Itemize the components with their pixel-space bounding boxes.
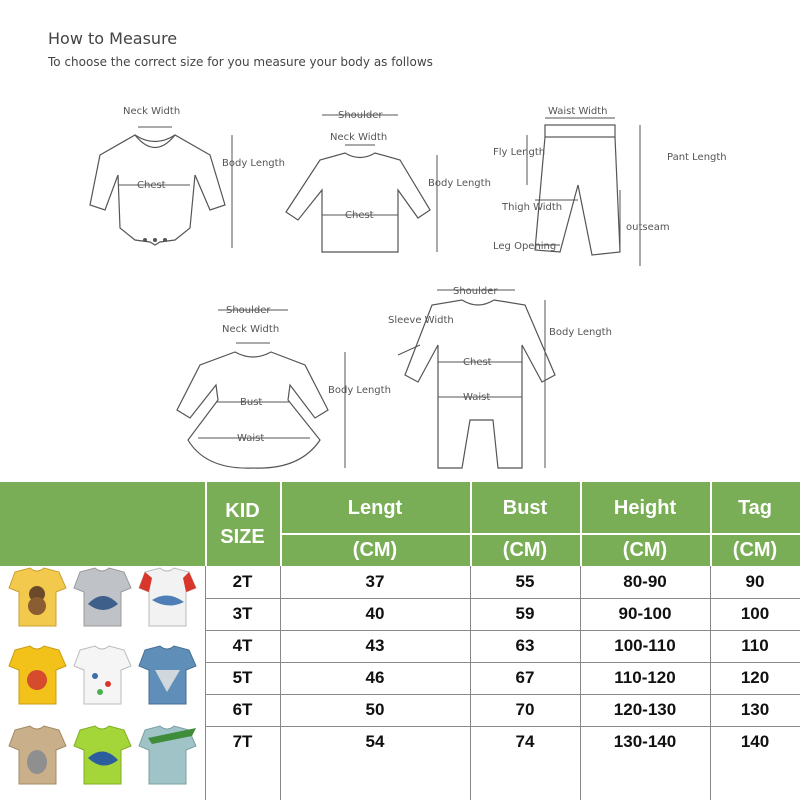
header-height: Height xyxy=(580,482,710,534)
cell-length: 54 xyxy=(365,732,385,751)
pants-leg-label: Leg Opening xyxy=(493,241,557,252)
cell-size: 3T xyxy=(232,604,253,623)
cell-tag: 120 xyxy=(740,668,770,687)
unit-tag: (CM) xyxy=(710,534,800,566)
cell-tag: 100 xyxy=(740,604,770,623)
shirt-neck-label: Neck Width xyxy=(330,132,388,143)
cell-tag: 90 xyxy=(745,572,765,591)
shark-shirt-icon xyxy=(74,568,131,626)
grid-line xyxy=(580,482,582,566)
dress-bust-label: Bust xyxy=(240,397,263,408)
shirt-diagram xyxy=(286,110,491,252)
dress-neck-label: Neck Width xyxy=(222,324,280,335)
romper-diagram xyxy=(388,286,612,468)
romper-chest-label: Chest xyxy=(463,357,492,368)
cell-bust: 55 xyxy=(515,572,535,591)
cell-tag: 140 xyxy=(740,732,770,751)
bodysuit-neck-label: Neck Width xyxy=(123,106,181,117)
grid-line xyxy=(470,482,472,566)
cell-tag: 110 xyxy=(741,636,769,655)
pants-waist-label: Waist Width xyxy=(548,106,608,117)
header-kid-size xyxy=(205,482,280,566)
shirt-length-label: Body Length xyxy=(428,178,491,189)
cell-height: 90-100 xyxy=(618,604,672,623)
header-tag: Tag xyxy=(710,482,800,534)
bodysuit-diagram xyxy=(90,106,285,248)
pants-thigh-label: Thigh Width xyxy=(502,202,563,213)
cell-length: 37 xyxy=(365,572,385,591)
grid-line xyxy=(710,482,712,566)
unit-height: (CM) xyxy=(580,534,710,566)
header-length: Lengt xyxy=(280,482,470,534)
pants-fly-label: Fly Length xyxy=(493,147,546,158)
pants-outseam-label: outseam xyxy=(626,222,670,233)
cell-size: 2T xyxy=(232,572,253,591)
dress-diagram xyxy=(177,305,391,468)
cell-height: 120-130 xyxy=(613,700,677,719)
grid-line xyxy=(280,566,281,800)
pants-diagram xyxy=(493,106,727,266)
tshirt-photo-collage xyxy=(0,566,205,800)
grid-line xyxy=(710,566,711,800)
header-size-line2: SIZE xyxy=(220,526,265,548)
cell-height: 80-90 xyxy=(623,572,667,591)
cell-length: 40 xyxy=(365,604,385,623)
dress-length-label: Body Length xyxy=(328,385,391,396)
cell-bust: 59 xyxy=(515,604,535,623)
header-size-line1: KID xyxy=(225,500,260,522)
header-blank-cell xyxy=(0,482,205,566)
size-chart-table xyxy=(0,482,800,800)
shirt-shoulder-label: Shoulder xyxy=(338,110,383,121)
dress-shoulder-label: Shoulder xyxy=(226,305,271,316)
romper-waist-label: Waist xyxy=(463,392,491,403)
crocodile-shirt-icon xyxy=(139,726,196,784)
guide-title: How to Measure xyxy=(48,29,178,48)
cell-length: 50 xyxy=(365,700,385,719)
fish-shirt-icon xyxy=(74,726,131,784)
grid-line xyxy=(280,533,800,535)
grid-line xyxy=(470,566,471,800)
romper-shoulder-label: Shoulder xyxy=(453,286,498,297)
cell-bust: 70 xyxy=(515,700,535,719)
cell-bust: 74 xyxy=(515,732,535,751)
shirt-chest-label: Chest xyxy=(345,210,374,221)
romper-length-label: Body Length xyxy=(549,327,612,338)
cell-tag: 130 xyxy=(740,700,770,719)
monkey-shirt-icon xyxy=(9,568,66,626)
octopus-shirt-icon xyxy=(9,646,66,704)
romper-sleeve-label: Sleeve Width xyxy=(388,315,454,326)
cell-bust: 63 xyxy=(515,636,535,655)
cell-bust: 67 xyxy=(515,668,535,687)
header-bust: Bust xyxy=(470,482,580,534)
cell-height: 100-110 xyxy=(614,636,676,655)
grid-line xyxy=(280,482,282,566)
cell-height: 110-120 xyxy=(614,668,676,687)
bodysuit-length-label: Body Length xyxy=(222,158,285,169)
pants-length-label: Pant Length xyxy=(667,152,727,163)
cell-length: 46 xyxy=(365,668,385,687)
cell-size: 6T xyxy=(232,700,253,719)
grid-line xyxy=(205,482,207,566)
cell-length: 43 xyxy=(365,636,385,655)
cell-size: 5T xyxy=(232,668,253,687)
bodysuit-chest-label: Chest xyxy=(137,180,166,191)
grid-line xyxy=(580,566,581,800)
dress-waist-label: Waist xyxy=(237,433,265,444)
grid-line xyxy=(205,566,206,800)
shark-head-shirt-icon xyxy=(139,646,196,704)
dinosaur-shirt-icon xyxy=(74,646,131,704)
guide-subtitle: To choose the correct size for you measure your body as follows xyxy=(48,55,433,69)
unit-length: (CM) xyxy=(280,534,470,566)
unit-bust: (CM) xyxy=(470,534,580,566)
cell-height: 130-140 xyxy=(613,732,677,751)
shark-raglan-shirt-icon xyxy=(139,568,196,626)
cell-size: 4T xyxy=(232,636,253,655)
elephant-shirt-icon xyxy=(9,726,66,784)
cell-size: 7T xyxy=(232,732,253,751)
